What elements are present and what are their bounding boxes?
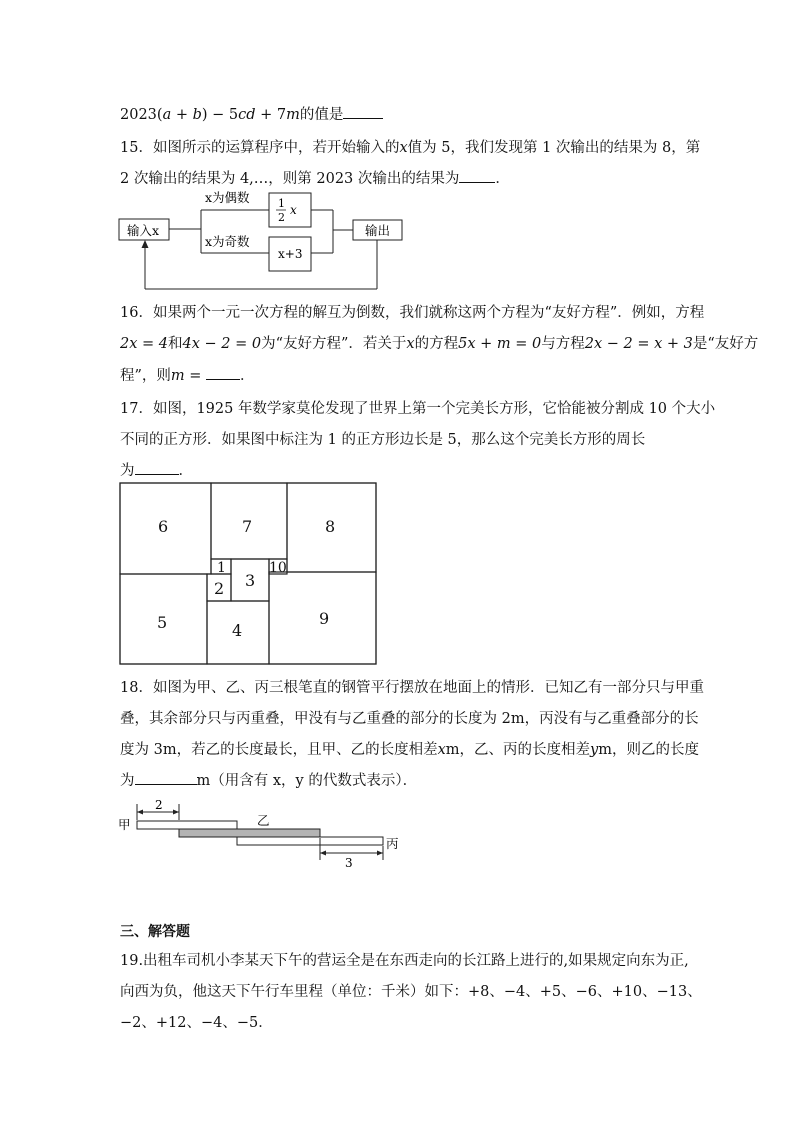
label-10: 10 bbox=[269, 560, 287, 576]
q19-line-3 bbox=[120, 1011, 273, 1032]
pipe-bing-label: 丙 bbox=[386, 836, 399, 851]
q18-text: 度为 3m，若乙的长度最长，且甲、乙的长度相差 bbox=[120, 742, 438, 758]
section-title: 三、解答题 bbox=[120, 924, 190, 940]
pipe-jia-label: 甲 bbox=[118, 817, 131, 832]
q17-line-2 bbox=[120, 428, 645, 449]
dim-label-3: 3 bbox=[345, 856, 353, 870]
q18-var-y: y bbox=[590, 742, 599, 758]
q16-equation: 5x + m = 0 bbox=[458, 336, 542, 352]
dim-arrow bbox=[137, 810, 143, 815]
q16-text: 与方程 bbox=[541, 336, 585, 352]
dim-arrow bbox=[320, 851, 326, 856]
q18-text: m（用含有 x，y 的代数式表示）． bbox=[196, 773, 418, 789]
pipe-yi bbox=[179, 829, 320, 837]
q17-line-1 bbox=[120, 397, 715, 418]
q16-text: 的方程 bbox=[414, 336, 459, 352]
q15-flow-diagram bbox=[115, 185, 415, 295]
q17-line-3 bbox=[120, 459, 193, 480]
q16-text: 程”，则 bbox=[120, 368, 171, 384]
plus-three-label: x+3 bbox=[278, 247, 303, 261]
q19-text: 向西为负，他这天下午行车里程（单位：千米）如下：+8、−4、+5、−6、+10、−13、 bbox=[120, 984, 702, 1000]
q18-var-x: x bbox=[437, 742, 446, 758]
q14-answer-blank[interactable] bbox=[343, 117, 383, 119]
half-denominator: 2 bbox=[278, 211, 285, 224]
q17-text: 不同的正方形．如果图中标注为 1 的正方形边长是 5，那么这个完美长方形的周长 bbox=[120, 432, 646, 448]
q16-answer-blank[interactable] bbox=[206, 378, 240, 380]
label-3: 3 bbox=[245, 571, 256, 590]
q17-perfect-rectangle bbox=[119, 482, 379, 667]
label-4: 4 bbox=[232, 621, 243, 640]
q16-text: 16．如果两个一元一次方程的解互为倒数，我们就称这两个方程为“友好方程”．例如，方程 bbox=[120, 305, 705, 321]
q14-expr-part: 2023( bbox=[120, 107, 163, 123]
q15-text: 2 次输出的结果为 4,…，则第 2023 次输出的结果为 bbox=[120, 171, 460, 187]
q17-text: 为 bbox=[120, 463, 135, 479]
odd-branch-label: x为奇数 bbox=[205, 234, 250, 249]
q16-text: ． bbox=[240, 368, 255, 384]
q16-line-3 bbox=[120, 364, 255, 385]
q18-line-4 bbox=[120, 769, 417, 790]
q14-expr-part: + bbox=[171, 107, 193, 123]
q18-pipes-diagram bbox=[116, 798, 406, 870]
q16-var-x: x bbox=[406, 336, 415, 352]
label-8: 8 bbox=[325, 517, 336, 536]
label-9: 9 bbox=[319, 609, 330, 628]
loop-arrow-head bbox=[142, 240, 149, 248]
label-2: 2 bbox=[214, 579, 225, 598]
q18-line-3 bbox=[120, 738, 699, 759]
q17-text: ． bbox=[178, 463, 193, 479]
q15-line-1 bbox=[120, 136, 700, 157]
pipe-bing bbox=[237, 837, 383, 845]
q18-line-2 bbox=[120, 707, 699, 728]
q16-var-m: m = bbox=[170, 368, 202, 384]
q16-text: 是“友好方 bbox=[692, 336, 759, 352]
label-1: 1 bbox=[217, 560, 226, 576]
q16-text: 和 bbox=[168, 336, 183, 352]
q19-text: 19.出租车司机小李某天下午的营运全是在东西走向的长江路上进行的,如果规定向东为正, bbox=[120, 953, 689, 969]
q15-var-x: x bbox=[399, 140, 408, 156]
q18-text: m，则乙的长度 bbox=[598, 742, 699, 758]
label-5: 5 bbox=[157, 613, 168, 632]
q18-text: 为 bbox=[120, 773, 135, 789]
q14-expression-line bbox=[120, 103, 383, 124]
pipe-yi-label: 乙 bbox=[257, 813, 270, 828]
half-variable: x bbox=[290, 203, 297, 217]
q14-var-cd: cd bbox=[238, 107, 256, 123]
q18-line-1 bbox=[120, 676, 704, 697]
q14-var-m: m bbox=[286, 107, 300, 123]
q19-line-1 bbox=[120, 949, 689, 970]
q14-var-b: b bbox=[192, 107, 202, 123]
q17-answer-blank[interactable] bbox=[135, 473, 179, 475]
q18-text: 18．如图为甲、乙、丙三根笔直的钢管平行摆放在地面上的情形．已知乙有一部分只与甲重 bbox=[120, 680, 704, 696]
q15-answer-blank[interactable] bbox=[459, 181, 495, 183]
q19-line-2 bbox=[120, 980, 702, 1001]
label-7: 7 bbox=[242, 517, 253, 536]
q19-text: −2、+12、−4、−5． bbox=[120, 1015, 273, 1031]
q14-expr-part: + 7 bbox=[255, 107, 287, 123]
q17-text: 17．如图，1925 年数学家莫伦发现了世界上第一个完美长方形，它恰能被分割成 10 个大小 bbox=[120, 401, 716, 417]
pipe-jia bbox=[137, 821, 237, 829]
q14-var-a: a bbox=[162, 107, 172, 123]
q16-equation: 4x − 2 = 0 bbox=[182, 336, 262, 352]
input-label: 输入x bbox=[127, 223, 160, 238]
q16-equation: 2x − 2 = x + 3 bbox=[584, 336, 693, 352]
q16-equation: 2x = 4 bbox=[120, 336, 168, 352]
q15-text: ． bbox=[495, 171, 510, 187]
q15-text: 15．如图所示的运算程序中，若开始输入的 bbox=[120, 140, 400, 156]
dim-arrow bbox=[377, 851, 383, 856]
dim-arrow bbox=[173, 810, 179, 815]
dim-label-2: 2 bbox=[155, 798, 163, 812]
q16-text: 为“友好方程”．若关于 bbox=[261, 336, 407, 352]
half-numerator: 1 bbox=[278, 197, 285, 210]
q18-text: 叠，其余部分只与丙重叠，甲没有与乙重叠的部分的长度为 2m，丙没有与乙重叠部分的长 bbox=[120, 711, 699, 727]
q14-expr-part: ) − 5 bbox=[201, 107, 239, 123]
output-label: 输出 bbox=[365, 223, 391, 238]
q16-line-1 bbox=[120, 301, 704, 322]
q18-answer-blank[interactable] bbox=[135, 783, 197, 785]
q15-text: 值为 5，我们发现第 1 次输出的结果为 8，第 bbox=[407, 140, 701, 156]
label-6: 6 bbox=[158, 517, 169, 536]
q16-line-2 bbox=[120, 332, 758, 353]
even-branch-label: x为偶数 bbox=[205, 190, 250, 205]
q18-text: m，乙、丙的长度相差 bbox=[445, 742, 591, 758]
q14-suffix: 的值是 bbox=[299, 107, 344, 123]
